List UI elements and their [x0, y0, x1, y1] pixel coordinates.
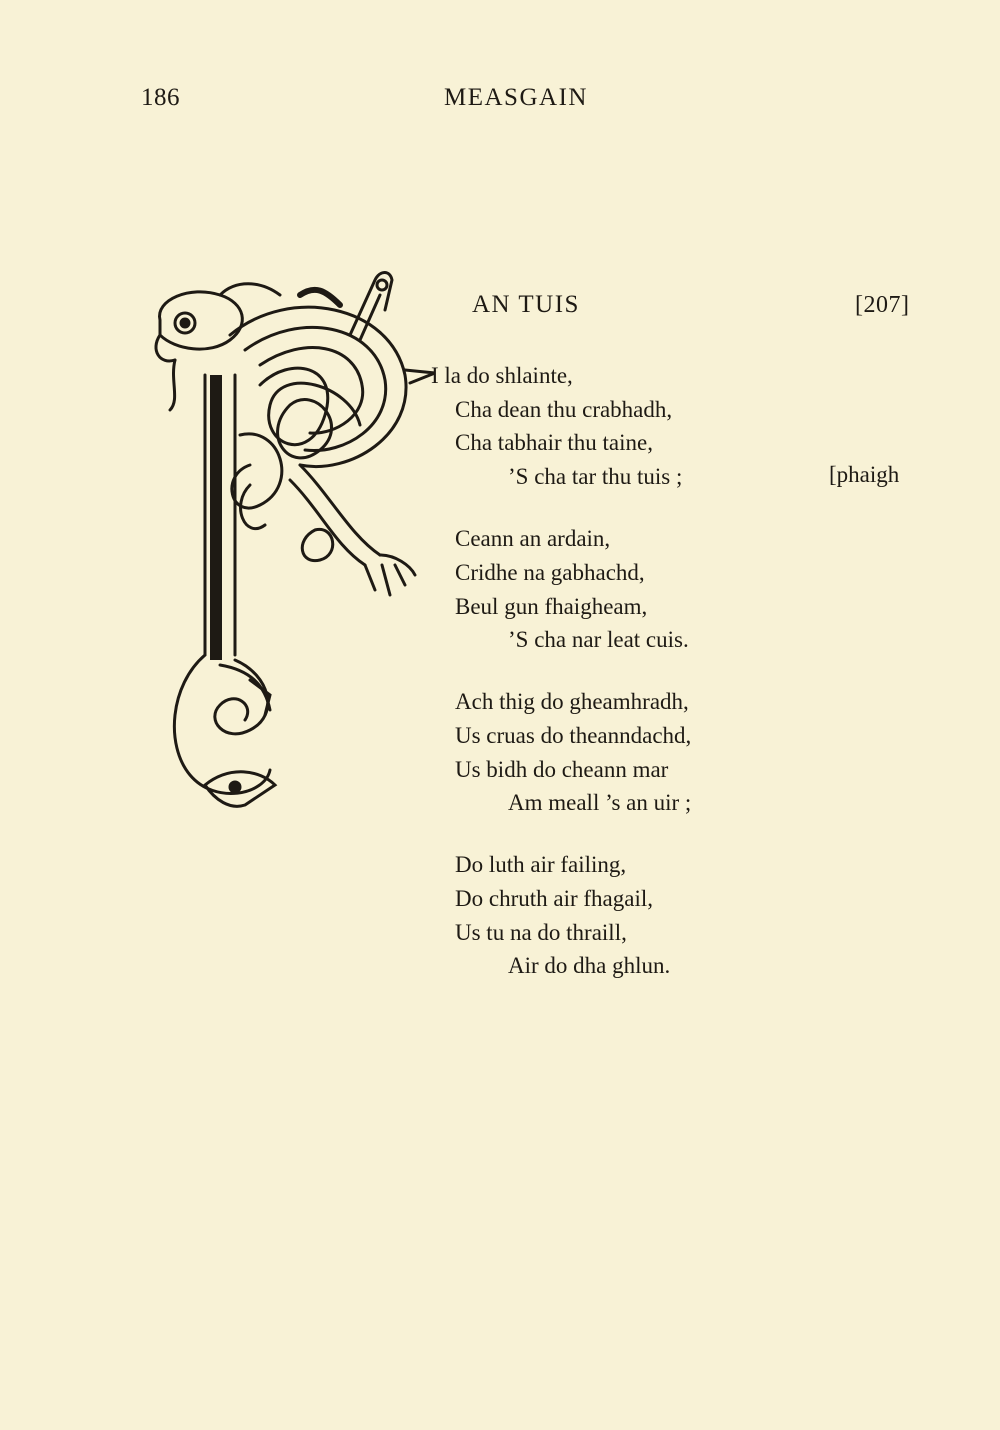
running-head: MEASGAIN	[444, 84, 588, 111]
poem-line: Do luth air failing,	[455, 852, 627, 877]
poem-line: Ceann an ardain,	[455, 526, 611, 551]
poem-line: Ach thig do gheamhradh,	[455, 689, 689, 714]
poem-number: [207]	[855, 292, 910, 318]
poem-line: ’S cha tar thu tuis ;	[508, 464, 683, 489]
decorated-initial-r	[150, 265, 440, 815]
poem-line: Do chruth air fhagail,	[455, 886, 653, 911]
margin-note: [phaigh	[829, 462, 900, 487]
poem-line: Am meall ’s an uir ;	[508, 790, 692, 815]
poem-line: Us cruas do theanndachd,	[455, 723, 692, 748]
poem-line: Beul gun fhaigheam,	[455, 594, 648, 619]
poem-line: Cha dean thu crabhadh,	[455, 397, 673, 422]
poem-line: Us bidh do cheann mar	[455, 757, 669, 782]
poem-title: AN TUIS	[472, 291, 580, 318]
poem-line: Us tu na do thraill,	[455, 920, 627, 945]
poem-line: Air do dha ghlun.	[508, 953, 671, 978]
page-number: 186	[141, 84, 180, 111]
poem-line: Cha tabhair thu taine,	[455, 430, 653, 455]
poem-line: Cridhe na gabhachd,	[455, 560, 645, 585]
poem-line: I la do shlainte,	[431, 363, 573, 388]
poem-line: ’S cha nar leat cuis.	[508, 627, 689, 652]
